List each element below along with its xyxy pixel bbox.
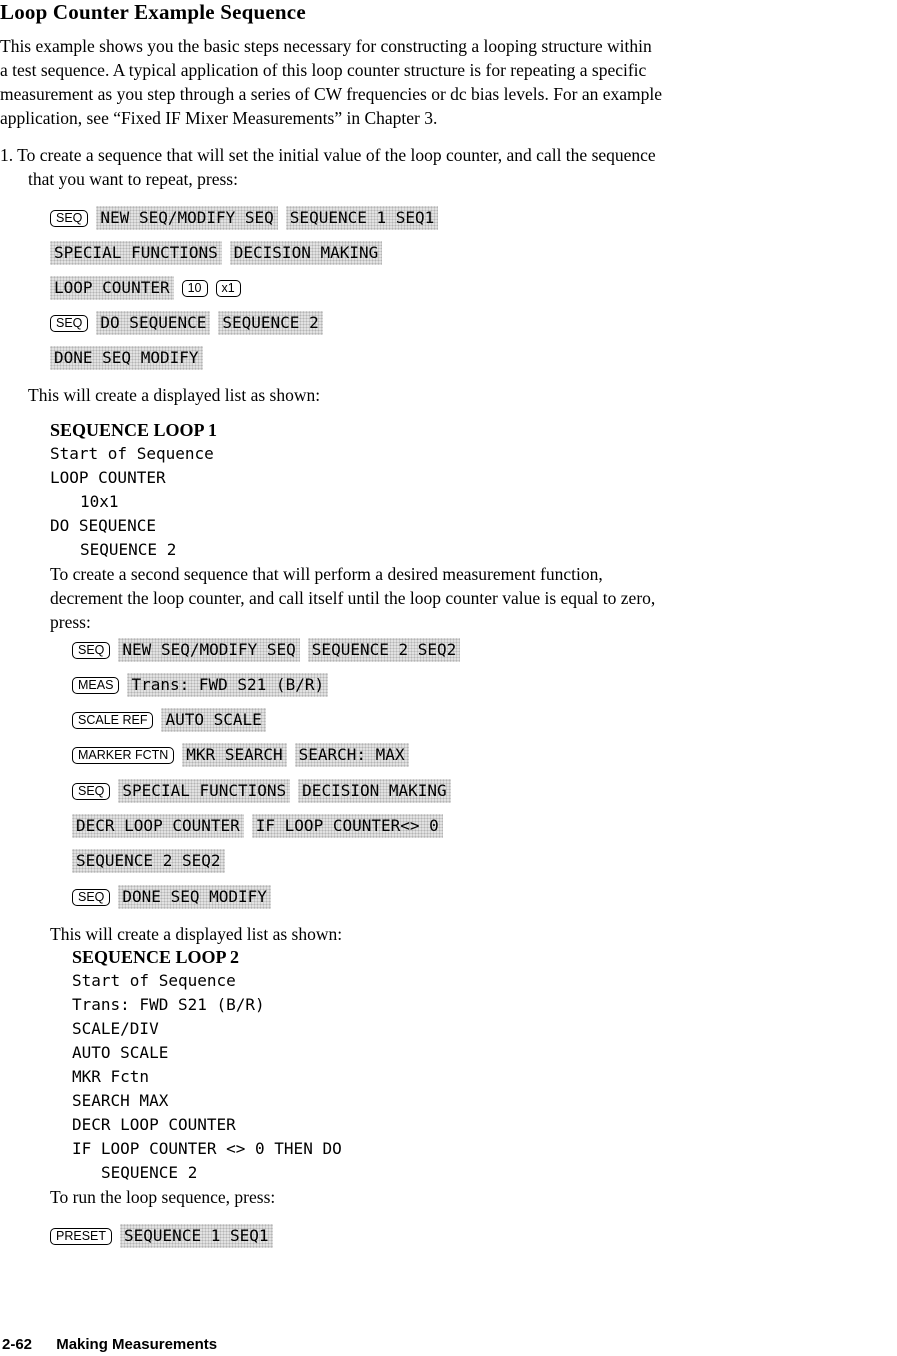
keys2-row-2 bbox=[72, 672, 328, 698]
keys1-row-2 bbox=[50, 240, 382, 266]
run-intro: To run the loop sequence, press: bbox=[50, 1187, 276, 1207]
intro-line-3: measurement as you step through a series of CW frequencies or dc bias levels. For an example bbox=[0, 84, 663, 104]
keys1-row-1 bbox=[50, 205, 438, 231]
intro-line-1: This example shows you the basic steps necessary for constructing a looping structure within bbox=[0, 36, 652, 56]
keys2-row-3 bbox=[72, 707, 266, 733]
seq-hardkey[interactable]: SEQ bbox=[72, 783, 110, 800]
page-number: 2-62 bbox=[2, 1336, 33, 1353]
softkey-special-functions[interactable]: SPECIAL FUNCTIONS bbox=[118, 779, 290, 803]
softkey-sequence-2[interactable]: SEQUENCE 2 bbox=[218, 311, 322, 335]
softkey-trans-fwd-s21[interactable]: Trans: FWD S21 (B/R) bbox=[127, 673, 328, 697]
softkey-search-max[interactable]: SEARCH: MAX bbox=[295, 743, 409, 767]
list2-line: SEQUENCE 2 bbox=[101, 1163, 198, 1182]
keys2-row-6 bbox=[72, 813, 443, 839]
softkey-sequence-1-seq1[interactable]: SEQUENCE 1 SEQ1 bbox=[120, 1224, 273, 1248]
footer-section: Making Measurements bbox=[56, 1336, 218, 1353]
keys2-row-8 bbox=[72, 884, 271, 910]
softkey-sequence-2-seq2[interactable]: SEQUENCE 2 SEQ2 bbox=[72, 849, 225, 873]
softkey-new-seq-modify-seq[interactable]: NEW SEQ/MODIFY SEQ bbox=[118, 638, 299, 662]
display1-intro: This will create a displayed list as shown: bbox=[28, 385, 321, 405]
meas-hardkey[interactable]: MEAS bbox=[72, 677, 119, 694]
softkey-if-loop-counter-ne-0[interactable]: IF LOOP COUNTER<> 0 bbox=[252, 814, 443, 838]
step1-line-2: that you want to repeat, press: bbox=[28, 169, 238, 189]
seq-hardkey[interactable]: SEQ bbox=[50, 315, 88, 332]
page-footer bbox=[2, 1336, 237, 1353]
list2-line: DECR LOOP COUNTER bbox=[72, 1115, 236, 1134]
softkey-new-seq-modify-seq[interactable]: NEW SEQ/MODIFY SEQ bbox=[96, 206, 277, 230]
list1-line: Start of Sequence bbox=[50, 444, 214, 463]
list2-line: MKR Fctn bbox=[72, 1067, 150, 1086]
step2-line-2: decrement the loop counter, and call itself until the loop counter value is equal to zero, bbox=[50, 588, 656, 608]
softkey-done-seq-modify[interactable]: DONE SEQ MODIFY bbox=[118, 885, 271, 909]
softkey-mkr-search[interactable]: MKR SEARCH bbox=[182, 743, 286, 767]
intro-line-4: application, see “Fixed IF Mixer Measurements” in Chapter 3. bbox=[0, 108, 438, 128]
seq-hardkey[interactable]: SEQ bbox=[72, 889, 110, 906]
keys2-row-4 bbox=[72, 742, 409, 768]
list1-head: SEQUENCE LOOP 1 bbox=[50, 420, 218, 440]
keys1-row-5 bbox=[50, 345, 203, 371]
list2-line: SEARCH MAX bbox=[72, 1091, 169, 1110]
softkey-auto-scale[interactable]: AUTO SCALE bbox=[161, 708, 265, 732]
step2-line-1: To create a second sequence that will perform a desired measurement function, bbox=[50, 564, 603, 584]
list2-line: Trans: FWD S21 (B/R) bbox=[72, 995, 265, 1014]
list1-line: LOOP COUNTER bbox=[50, 468, 166, 487]
softkey-done-seq-modify[interactable]: DONE SEQ MODIFY bbox=[50, 346, 203, 370]
softkey-loop-counter[interactable]: LOOP COUNTER bbox=[50, 276, 174, 300]
step2-line-3: press: bbox=[50, 612, 91, 632]
softkey-special-functions[interactable]: SPECIAL FUNCTIONS bbox=[50, 241, 222, 265]
key-x1[interactable]: x1 bbox=[216, 280, 241, 297]
softkey-do-sequence[interactable]: DO SEQUENCE bbox=[96, 311, 210, 335]
softkey-sequence-2-seq2[interactable]: SEQUENCE 2 SEQ2 bbox=[308, 638, 461, 662]
intro-line-2: a test sequence. A typical application of this loop counter structure is for repeating a specific bbox=[0, 60, 647, 80]
seq-hardkey[interactable]: SEQ bbox=[50, 210, 88, 227]
softkey-decision-making[interactable]: DECISION MAKING bbox=[230, 241, 383, 265]
key-10[interactable]: 10 bbox=[182, 280, 208, 297]
list1-line: DO SEQUENCE bbox=[50, 516, 156, 535]
marker-fctn-hardkey[interactable]: MARKER FCTN bbox=[72, 747, 174, 764]
step1-line-1: 1. To create a sequence that will set the initial value of the loop counter, and call the sequence bbox=[0, 145, 656, 165]
list2-head: SEQUENCE LOOP 2 bbox=[72, 947, 240, 967]
softkey-decr-loop-counter[interactable]: DECR LOOP COUNTER bbox=[72, 814, 244, 838]
scale-ref-hardkey[interactable]: SCALE REF bbox=[72, 712, 153, 729]
keys2-row-7 bbox=[72, 848, 225, 874]
keys2-row-5 bbox=[72, 778, 451, 804]
seq-hardkey[interactable]: SEQ bbox=[72, 642, 110, 659]
keys1-row-4 bbox=[50, 310, 323, 336]
list2-line: AUTO SCALE bbox=[72, 1043, 169, 1062]
list1-line: SEQUENCE 2 bbox=[80, 540, 177, 559]
list2-line: SCALE/DIV bbox=[72, 1019, 159, 1038]
softkey-decision-making[interactable]: DECISION MAKING bbox=[298, 779, 451, 803]
keys3-row-1 bbox=[50, 1223, 273, 1249]
preset-hardkey[interactable]: PRESET bbox=[50, 1228, 112, 1245]
list2-line: Start of Sequence bbox=[72, 971, 236, 990]
keys1-row-3 bbox=[50, 275, 241, 301]
softkey-sequence-1-seq1[interactable]: SEQUENCE 1 SEQ1 bbox=[286, 206, 439, 230]
display2-intro: This will create a displayed list as shown: bbox=[50, 924, 343, 944]
list1-line: 10x1 bbox=[80, 492, 119, 511]
keys2-row-1 bbox=[72, 637, 460, 663]
list2-line: IF LOOP COUNTER <> 0 THEN DO bbox=[72, 1139, 342, 1158]
section-title: Loop Counter Example Sequence bbox=[0, 0, 306, 24]
